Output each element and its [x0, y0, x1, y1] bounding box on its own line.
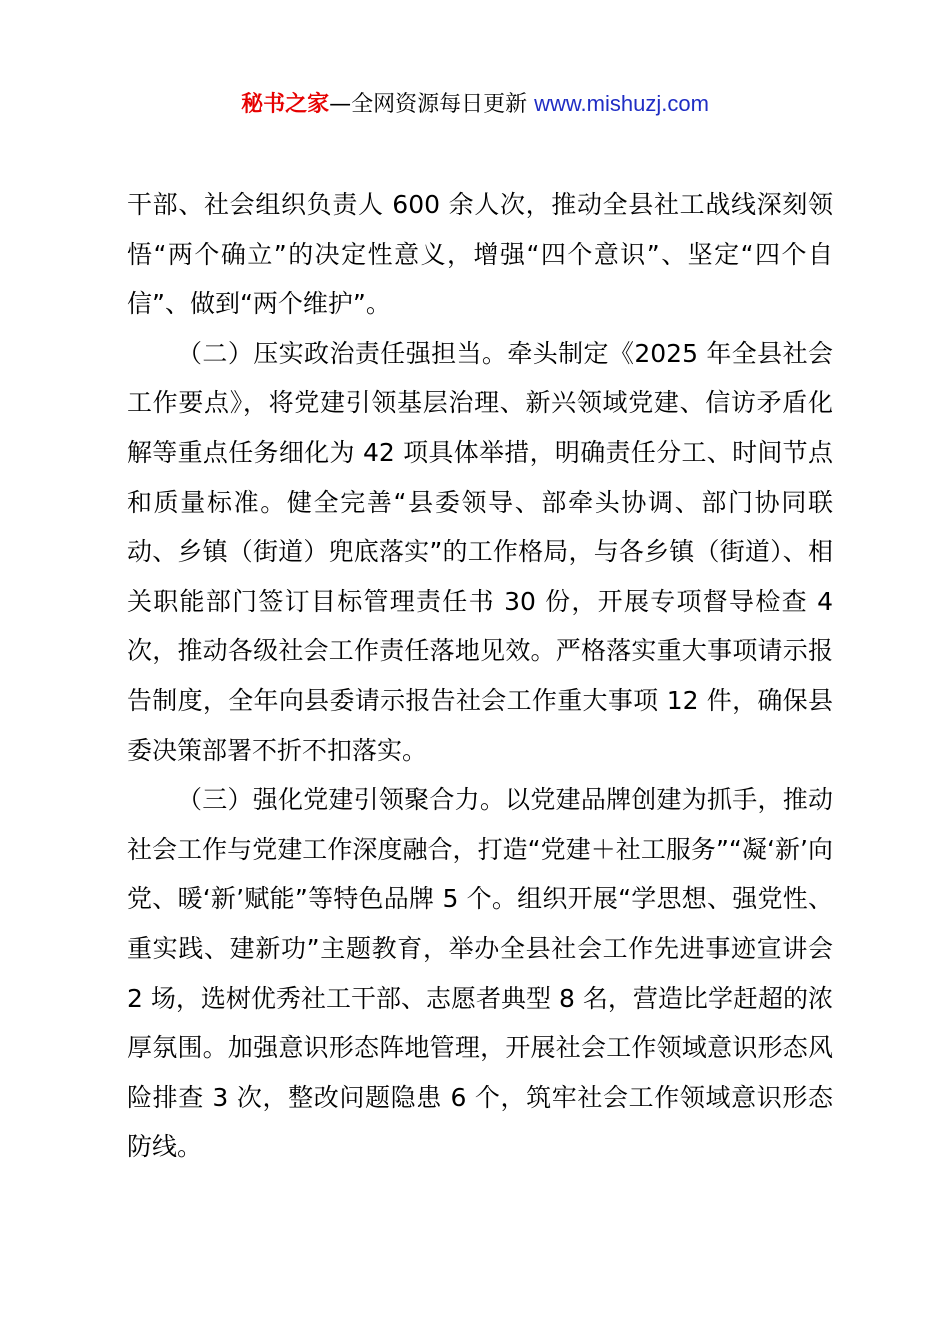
page-header [0, 86, 950, 123]
paragraph-section-2: （二）压实政治责任强担当。牵头制定《2025 年全县社会工作要点》，将党建引领基层治理、新兴领域党建、信访矛盾化解等重点任务细化为 42 项具体举措，明确责任分工、时间节点和质量标准。健全完善“县委领导、部牵头协调、部门协同联动、乡镇（街道）兜底落实”的工作格局，与各乡镇（街道）、相关职能部门签订目标管理责任书 30 份，开展专项督导检查 4 次，推动各级社会工作责任落地见效。严格落实重大事项请示报告制度，全年向县委请示报告社会工作重大事项 12 件，确保县委决策部署不折不扣落实。 [127, 338, 833, 765]
paragraph-section-3: （三）强化党建引领聚合力。以党建品牌创建为抓手，推动社会工作与党建工作深度融合，打造“党建＋社工服务”“凝‘新’向党、暖‘新’赋能”等特色品牌 5 个。组织开展“学思想、强党性、重实践、建新功”主题教育，举办全县社会工作先进事迹宣讲会 2 场，选树优秀社工干部、志愿者典型 8 名，营造比学赶超的浓厚氛围。加强意识形态阵地管理，开展社会工作领域意识形态风险排查 3 次，整改问题隐患 6 个，筑牢社会工作领域意识形态防线。 [127, 785, 833, 1162]
brand-name: 秘书之家 [241, 92, 330, 117]
document-body [127, 180, 833, 1172]
header-url-link[interactable]: www.mishuzj.com [534, 91, 709, 116]
header-tagline: —全网资源每日更新 [329, 92, 535, 117]
paragraph-continued: 干部、社会组织负责人 600 余人次，推动全县社工战线深刻领悟“两个确立”的决定性意义，增强“四个意识”、坚定“四个自信”、做到“两个维护”。 [127, 190, 833, 319]
